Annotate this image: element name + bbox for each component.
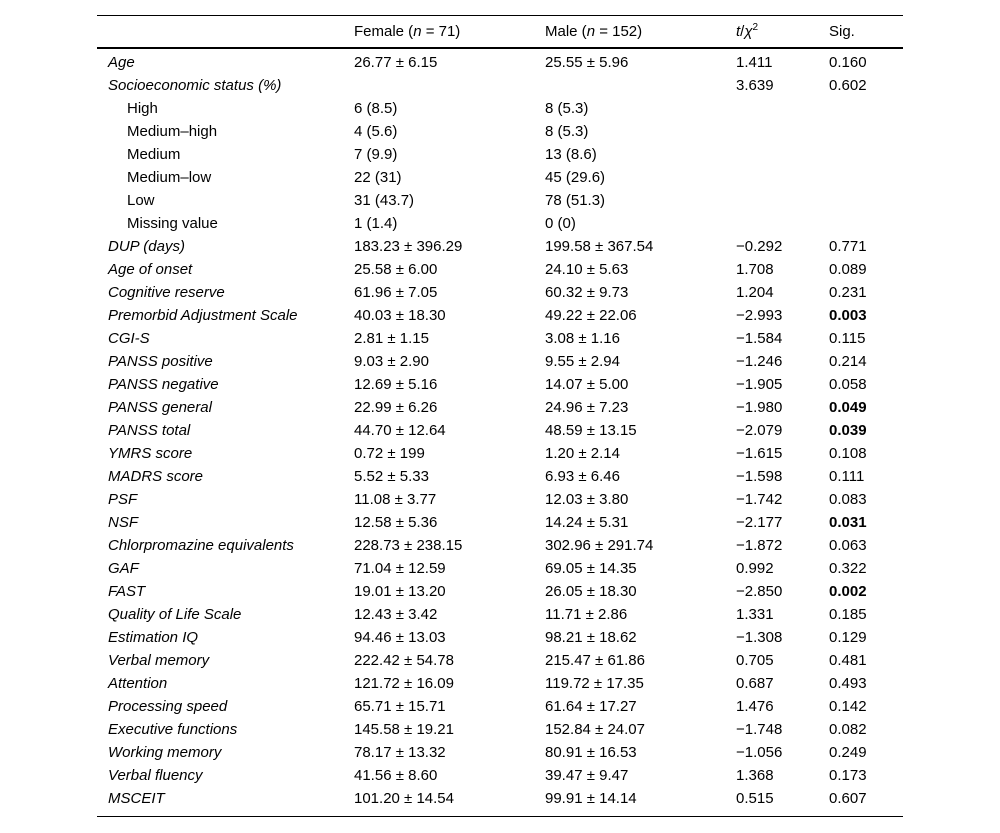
row-label: Age [108, 54, 135, 71]
table-row [97, 580, 903, 603]
male-value: 98.21 ± 18.62 [545, 629, 637, 646]
row-label: Processing speed [108, 698, 228, 715]
significance-value: 0.481 [829, 652, 867, 669]
row-label: CGI-S [108, 330, 150, 347]
row-label: Medium–low [127, 169, 212, 186]
table-row [97, 741, 903, 764]
female-value: 9.03 ± 2.90 [354, 353, 429, 370]
row-label: Missing value [127, 215, 218, 232]
table-header [97, 16, 903, 49]
statistic-column-header: $t/\chi^2$ [736, 22, 759, 40]
row-label: Medium–high [127, 123, 218, 140]
female-value: 26.77 ± 6.15 [354, 54, 438, 71]
table-row [97, 534, 903, 557]
female-value: 78.17 ± 13.32 [354, 744, 446, 761]
table-row [97, 419, 903, 442]
table-row [97, 235, 903, 258]
row-label: GAF [108, 560, 139, 577]
row-label: Verbal fluency [108, 767, 203, 784]
male-value: 199.58 ± 367.54 [545, 238, 654, 255]
row-label: Chlorpromazine equivalents [108, 537, 294, 554]
female-value: 31 (43.7) [354, 192, 415, 209]
statistic-value: −1.308 [736, 629, 783, 646]
row-label: PANSS negative [108, 376, 219, 393]
table-row [97, 350, 903, 373]
female-value: 1 (1.4) [354, 215, 398, 232]
female-value: 25.58 ± 6.00 [354, 261, 438, 278]
male-value: 24.10 ± 5.63 [545, 261, 629, 278]
female-value: 2.81 ± 1.15 [354, 330, 429, 347]
female-value: 12.43 ± 3.42 [354, 606, 438, 623]
statistic-value: 1.708 [736, 261, 774, 278]
table-row [97, 626, 903, 649]
female-value: 12.69 ± 5.16 [354, 376, 438, 393]
row-label: High [127, 100, 158, 117]
female-value: 71.04 ± 12.59 [354, 560, 446, 577]
significance-value: 0.089 [829, 261, 867, 278]
male-value: 9.55 ± 2.94 [545, 353, 620, 370]
female-value: 41.56 ± 8.60 [354, 767, 438, 784]
table-row [97, 557, 903, 580]
statistic-value: −1.748 [736, 721, 783, 738]
significance-value: 0.231 [829, 284, 867, 301]
male-value: 25.55 ± 5.96 [545, 54, 629, 71]
female-value: 121.72 ± 16.09 [354, 675, 454, 692]
male-value: 26.05 ± 18.30 [545, 583, 637, 600]
significance-value: 0.771 [829, 238, 867, 255]
female-value: 0.72 ± 199 [354, 445, 425, 462]
female-value: 22.99 ± 6.26 [354, 399, 438, 416]
row-label: Verbal memory [108, 652, 210, 669]
significance-value: 0.185 [829, 606, 867, 623]
table-row [97, 396, 903, 419]
table-row [97, 787, 903, 810]
table-row [97, 189, 903, 212]
significance-value: 0.160 [829, 54, 867, 71]
statistic-value: −1.980 [736, 399, 783, 416]
significance-value: 0.607 [829, 790, 867, 807]
male-value: 24.96 ± 7.23 [545, 399, 629, 416]
row-label: YMRS score [108, 445, 193, 462]
female-value: 40.03 ± 18.30 [354, 307, 446, 324]
row-label: Age of onset [108, 261, 193, 278]
table-body [97, 51, 903, 810]
table-row [97, 74, 903, 97]
significance-value: 0.049 [829, 399, 867, 416]
female-value: 5.52 ± 5.33 [354, 468, 429, 485]
male-value: 8 (5.3) [545, 123, 589, 140]
statistic-value: −2.177 [736, 514, 783, 531]
statistic-value: −2.850 [736, 583, 783, 600]
table-row [97, 212, 903, 235]
female-value: 44.70 ± 12.64 [354, 422, 446, 439]
table-row [97, 258, 903, 281]
male-value: 119.72 ± 17.35 [545, 675, 644, 692]
male-value: 6.93 ± 6.46 [545, 468, 620, 485]
statistic-value: 0.515 [736, 790, 774, 807]
row-label: Cognitive reserve [108, 284, 225, 301]
male-value: 3.08 ± 1.16 [545, 330, 620, 347]
statistic-value: 1.476 [736, 698, 774, 715]
row-label: Medium [127, 146, 181, 163]
statistic-value: 1.411 [736, 54, 773, 71]
female-value: 4 (5.6) [354, 123, 398, 140]
statistic-value: 3.639 [736, 77, 774, 94]
significance-value: 0.322 [829, 560, 867, 577]
row-label: Quality of Life Scale [108, 606, 242, 623]
male-value: 78 (51.3) [545, 192, 606, 209]
male-value: 14.24 ± 5.31 [545, 514, 629, 531]
row-label: NSF [108, 514, 138, 531]
statistic-value: 1.331 [736, 606, 774, 623]
male-value: 1.20 ± 2.14 [545, 445, 620, 462]
significance-value: 0.142 [829, 698, 867, 715]
male-value: 215.47 ± 61.86 [545, 652, 645, 669]
significance-value: 0.063 [829, 537, 867, 554]
statistic-value: −0.292 [736, 238, 783, 255]
table-row [97, 695, 903, 718]
significance-value: 0.111 [829, 468, 865, 485]
table-row [97, 120, 903, 143]
female-column-header: Female (n = 71) [354, 23, 461, 40]
table-row [97, 51, 903, 74]
female-value: 6 (8.5) [354, 100, 398, 117]
statistic-value: 1.368 [736, 767, 774, 784]
table-row [97, 143, 903, 166]
significance-value: 0.602 [829, 77, 867, 94]
statistic-value: 1.204 [736, 284, 774, 301]
significance-value: 0.249 [829, 744, 867, 761]
table-row [97, 649, 903, 672]
female-value: 145.58 ± 19.21 [354, 721, 454, 738]
row-label: MADRS score [108, 468, 204, 485]
table-row [97, 718, 903, 741]
male-value: 12.03 ± 3.80 [545, 491, 629, 508]
female-value: 94.46 ± 13.03 [354, 629, 446, 646]
statistic-value: −1.742 [736, 491, 783, 508]
statistic-value: −1.615 [736, 445, 783, 462]
significance-value: 0.031 [829, 514, 867, 531]
table-row [97, 672, 903, 695]
female-value: 12.58 ± 5.36 [354, 514, 438, 531]
statistic-value: −1.872 [736, 537, 783, 554]
row-label: DUP (days) [108, 238, 185, 255]
row-label: Socioeconomic status (%) [108, 77, 282, 94]
female-value: 7 (9.9) [354, 146, 398, 163]
male-value: 99.91 ± 14.14 [545, 790, 637, 807]
statistic-value: −2.993 [736, 307, 783, 324]
female-value: 61.96 ± 7.05 [354, 284, 438, 301]
significance-value: 0.002 [829, 583, 867, 600]
table-row [97, 304, 903, 327]
statistic-value: −1.598 [736, 468, 783, 485]
statistic-value: −1.246 [736, 353, 783, 370]
row-label: PANSS general [108, 399, 212, 416]
row-label: PANSS total [108, 422, 191, 439]
statistic-value: 0.687 [736, 675, 774, 692]
comparison-table [97, 15, 903, 817]
male-column-header: Male (n = 152) [545, 23, 643, 40]
row-label: PSF [108, 491, 138, 508]
statistic-value: −1.056 [736, 744, 783, 761]
male-value: 39.47 ± 9.47 [545, 767, 629, 784]
male-value: 69.05 ± 14.35 [545, 560, 637, 577]
female-value: 19.01 ± 13.20 [354, 583, 446, 600]
table-row [97, 488, 903, 511]
row-label: Attention [108, 675, 168, 692]
significance-value: 0.083 [829, 491, 867, 508]
row-label: Low [127, 192, 155, 209]
significance-value: 0.082 [829, 721, 867, 738]
male-value: 48.59 ± 13.15 [545, 422, 637, 439]
table-row [97, 465, 903, 488]
male-value: 80.91 ± 16.53 [545, 744, 637, 761]
table-row [97, 327, 903, 350]
female-value: 22 (31) [354, 169, 402, 186]
male-value: 11.71 ± 2.86 [545, 606, 628, 623]
row-label: FAST [108, 583, 146, 600]
significance-value: 0.214 [829, 353, 867, 370]
male-value: 0 (0) [545, 215, 576, 232]
significance-value: 0.493 [829, 675, 867, 692]
row-label: MSCEIT [108, 790, 165, 807]
table-row [97, 97, 903, 120]
significance-value: 0.108 [829, 445, 867, 462]
male-value: 45 (29.6) [545, 169, 606, 186]
significance-value: 0.039 [829, 422, 867, 439]
male-value: 14.07 ± 5.00 [545, 376, 629, 393]
table-row [97, 511, 903, 534]
table-row [97, 442, 903, 465]
significance-value: 0.173 [829, 767, 867, 784]
significance-value: 0.058 [829, 376, 867, 393]
statistic-value: 0.992 [736, 560, 774, 577]
male-value: 49.22 ± 22.06 [545, 307, 637, 324]
male-value: 302.96 ± 291.74 [545, 537, 654, 554]
female-value: 101.20 ± 14.54 [354, 790, 454, 807]
female-value: 183.23 ± 396.29 [354, 238, 463, 255]
female-value: 228.73 ± 238.15 [354, 537, 463, 554]
significance-value: 0.003 [829, 307, 867, 324]
female-value: 222.42 ± 54.78 [354, 652, 454, 669]
statistic-value: −2.079 [736, 422, 783, 439]
male-value: 61.64 ± 17.27 [545, 698, 637, 715]
row-label: PANSS positive [108, 353, 213, 370]
statistic-value: −1.584 [736, 330, 783, 347]
table-row [97, 764, 903, 787]
bottom-rule [97, 810, 903, 817]
significance-value: 0.115 [829, 330, 866, 347]
row-label: Premorbid Adjustment Scale [108, 307, 298, 324]
row-label: Executive functions [108, 721, 238, 738]
male-value: 8 (5.3) [545, 100, 589, 117]
table-row [97, 281, 903, 304]
row-label: Working memory [108, 744, 222, 761]
male-value: 60.32 ± 9.73 [545, 284, 629, 301]
female-value: 65.71 ± 15.71 [354, 698, 446, 715]
statistic-value: 0.705 [736, 652, 774, 669]
table-row [97, 603, 903, 626]
male-value: 152.84 ± 24.07 [545, 721, 645, 738]
significance-column-header: Sig. [829, 23, 855, 40]
table-row [97, 166, 903, 189]
row-label: Estimation IQ [108, 629, 199, 646]
female-value: 11.08 ± 3.77 [354, 491, 437, 508]
statistic-value: −1.905 [736, 376, 783, 393]
male-value: 13 (8.6) [545, 146, 597, 163]
table-row [97, 373, 903, 396]
significance-value: 0.129 [829, 629, 867, 646]
